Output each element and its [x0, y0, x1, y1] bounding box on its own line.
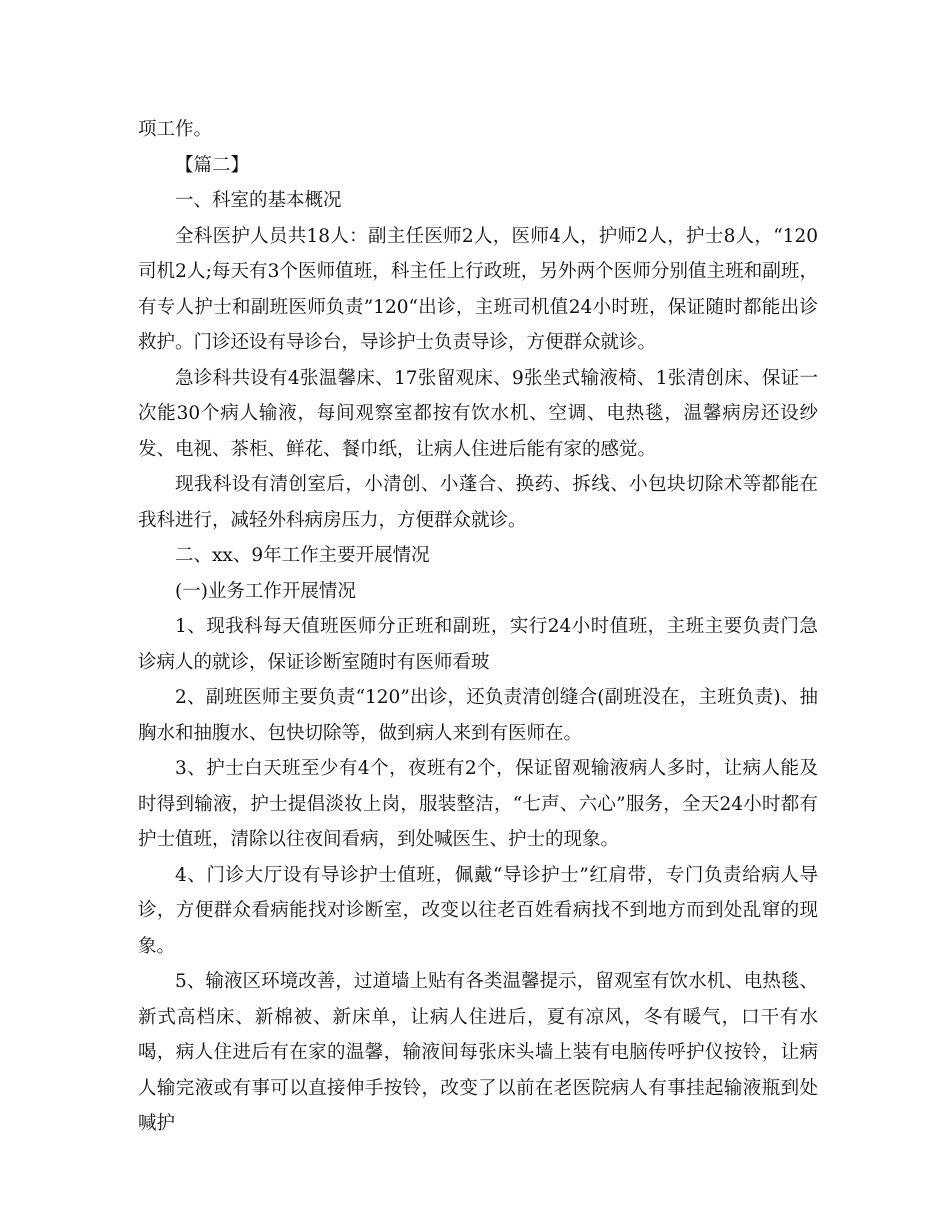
list-item-1: 1、现我科每天值班医师分正班和副班，实行24小时值班，主班主要负责门急诊病人的就诊，保证诊断室随时有医师看玻	[138, 616, 818, 673]
section-heading-part-two: 【篇二】	[175, 154, 250, 176]
list-item-2: 2、副班医师主要负责“120”出诊，还负责清创缝合(副班没在，主班负责)、抽胸水和抽腹水、包快切除等，做到病人来到有医师在。	[138, 687, 818, 744]
heading-work-progress: 二、xx、9年工作主要开展情况	[175, 545, 430, 566]
paragraph-continuation: 项工作。	[138, 119, 213, 140]
paragraph-debridement-room: 现我科设有清创室后，小清创、小蓬合、换药、拆线、小包块切除术等都能在我科进行，减轻外科病房压力，方便群众就诊。	[138, 474, 818, 531]
heading-department-overview: 一、科室的基本概况	[175, 190, 342, 211]
paragraph-facilities: 急诊科共设有4张温馨床、17张留观床、9张坐式输液椅、1张清创床、保证一次能30个病人输液，每间观察室都按有饮水机、空调、电热毯，温馨病房还设纱发、电视、茶柜、鲜花、餐巾纸，让病人住进后能有家的感觉。	[138, 367, 818, 460]
paragraph-staff: 全科医护人员共18人：副主任医师2人，医师4人，护师2人，护士8人，“120司机2人;每天有3个医师值班，科主任上行政班，另外两个医师分别值主班和副班，有专人护士和副班医师负责”120“出诊，主班司机值24小时班，保证随时都能出诊救护。门诊还设有导诊台，导诊护士负责导诊，方便群众就诊。	[138, 225, 818, 353]
document-page	[138, 112, 818, 1142]
list-item-5: 5、输液区环境改善，过道墙上贴有各类温馨提示，留观室有饮水机、电热毯、新式高档床、新棉被、新床单，让病人住进后，夏有凉风，冬有暖气，口干有水喝，病人住进后有在家的温馨，输液间每张床头墙上装有电脑传呼护仪按铃，让病人输完液或有事可以直接伸手按铃，改变了以前在老医院病人有事挂起输液瓶到处喊护	[138, 971, 818, 1134]
list-item-3: 3、护士白天班至少有4个，夜班有2个，保证留观输液病人多时，让病人能及时得到输液，护士提倡淡妆上岗，服装整洁，“七声、六心”服务，全天24小时都有护士值班，清除以往夜间看病，到处喊医生、护士的现象。	[138, 758, 818, 850]
list-item-4: 4、门诊大厅设有导诊护士值班，佩戴“导诊护士”红肩带，专门负责给病人导诊，方便群众看病能找对诊断室，改变以往老百姓看病找不到地方而到处乱窜的现象。	[138, 864, 818, 957]
subheading-business-work: (一)业务工作开展情况	[175, 580, 356, 602]
